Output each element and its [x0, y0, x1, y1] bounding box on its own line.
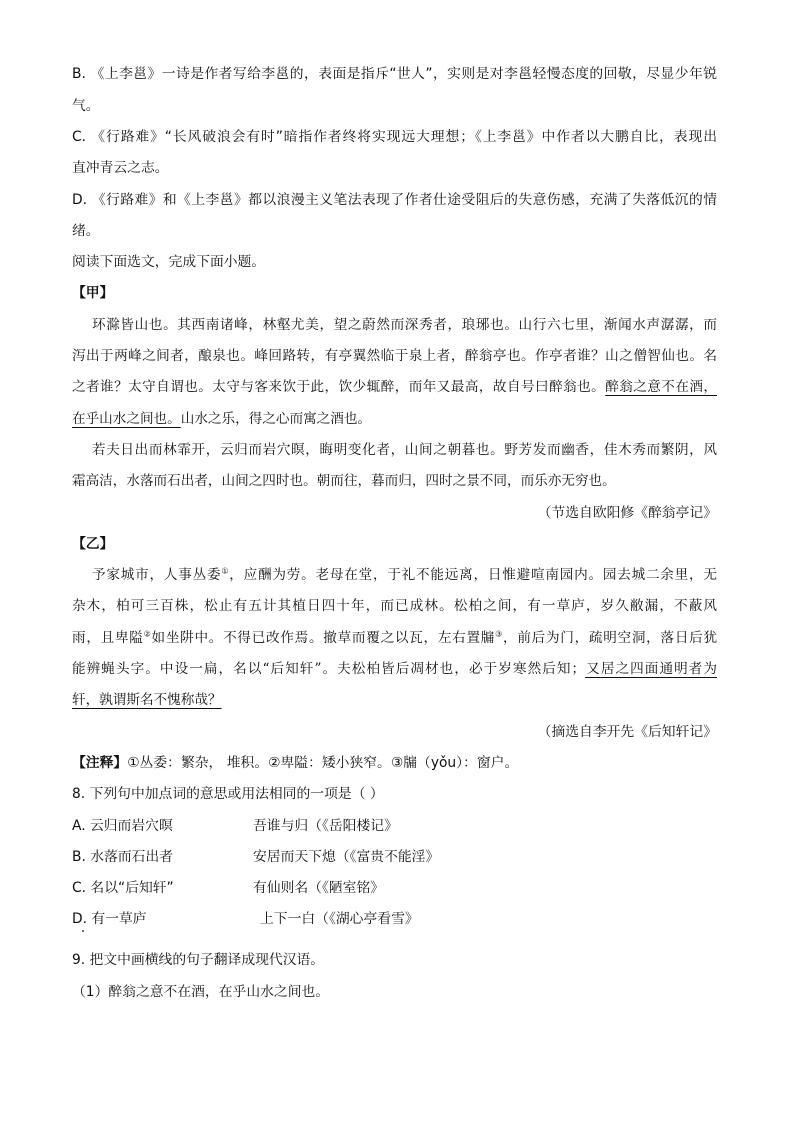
option-right: 有仙则名（《陋室铭》 [253, 880, 385, 897]
underlined-sentence: 又居之四面通明者为 [585, 661, 717, 678]
reading-instruction: 阅读下面选文，完成下面小题。 [72, 254, 266, 271]
passage-yi-line [72, 685, 717, 716]
passage-yi-heading: 【乙】 [72, 535, 114, 552]
emphasis-dot [82, 930, 84, 932]
underlined-sentence: 醉翁之意不在酒， [605, 379, 717, 396]
annotations [72, 748, 717, 779]
option-left: A. 云归而岩穴暝 [72, 817, 173, 834]
text-segment: 若夫日出而林霏开，云归而岩穴暝，晦明变化者，山间之朝暮也。野芳发而幽香，佳木秀而繁阴，风 [92, 441, 717, 458]
page-content [72, 59, 717, 1008]
option-left: C. 名以“后知轩” [72, 880, 174, 897]
question-8-option-c [72, 873, 717, 904]
passage-yi-line [72, 623, 717, 654]
passage-yi-line [72, 560, 717, 591]
passage-jia [72, 310, 717, 498]
text-segment: 如坐阱中。不得已改作焉。撤草而覆之以瓦，左右置牖 [151, 629, 496, 646]
option-left: B. 水落而石出者 [72, 848, 174, 865]
question-8-option-a [72, 811, 717, 842]
option-right: 吾谁与归（《岳阳楼记》 [253, 817, 398, 834]
question-8-option-b [72, 842, 717, 873]
text-segment: 能辨蝇头字。中设一扁，名以“后知轩”。夫松柏皆后凋材也，必于岁寒然后知； [72, 661, 586, 678]
text-segment: 霜高洁，水落而石出者，山间之四时也。朝而往，暮而归，四时之景不同，而乐亦无穷也。 [72, 473, 616, 490]
option-c-line-1: C. 《行路难》“长风破浪会有时”暗指作者终将实现远大理想；《上李邕》中作者以大鹏自比，表现出 [72, 128, 717, 145]
option-b-line-1: B. 《上李邕》一诗是作者写给李邕的，表面是指斥“世人”，实则是对李邕轻慢态度的回敬，尽显少年锐 [72, 66, 717, 83]
text-segment: 予家城市，人事丛委 [92, 567, 222, 584]
annotations-label: 【注释】 [72, 754, 128, 771]
annotations-text: ①丛委：繁杂， 堆积。②卑隘：矮小狭窄。③牖（yǒu）：窗户。 [127, 754, 519, 771]
option-d-line-1: D. 《行路难》和《上李邕》都以浪漫主义笔法表现了作者仕途受阻后的失意伤感，充满了失落低沉的情 [72, 191, 717, 208]
question-9-sub-1: （1）醉翁之意不在酒，在乎山水之间也。 [72, 983, 330, 1000]
footnote-marker: ② [143, 629, 152, 639]
passage-jia-line [72, 435, 717, 466]
footnote-marker: ① [221, 566, 230, 576]
text-segment: ，前后为门，疏明空洞，落日后犹 [503, 629, 717, 646]
option-d-line-2: 绪。 [72, 222, 100, 239]
text-segment: 环滁皆山也。其西南诸峰，林壑尤美，望之蔚然而深秀者，琅琊也。山行六七里，渐闻水声潺潺，而 [92, 316, 717, 333]
question-8-option-d [72, 904, 717, 935]
text-segment: 山水之乐，得之心而寓之酒也。 [180, 410, 372, 427]
passage-jia-heading: 【甲】 [72, 285, 114, 302]
passage-jia-line [72, 341, 717, 372]
text-segment: 泻出于两峰之间者，酿泉也。峰回路转，有亭翼然临于泉上者，醉翁亭也。作亭者谁？山之僧智仙也。名 [72, 348, 717, 365]
option-right: 上下一白（《湖心亭看雪》 [260, 911, 419, 928]
passage-jia-source: （节选自欧阳修《醉翁亭记》 [537, 504, 717, 521]
option-left: D. 有一草庐 [72, 911, 147, 928]
passage-jia-line [72, 372, 717, 403]
passage-jia-line [72, 466, 717, 497]
passage-jia-line [72, 404, 717, 435]
passage-jia-line [72, 310, 717, 341]
passage-yi-line [72, 654, 717, 685]
text-segment: 杂木，柏可三百株，松止有五计其植日四十年，而已成林。松柏之间，有一草庐，岁久敝漏，不蔽风 [72, 598, 717, 615]
option-b-line-2: 气。 [72, 97, 100, 114]
option-c-line-2: 直冲青云之志。 [72, 160, 169, 177]
text-segment: 雨，且卑隘 [72, 629, 144, 646]
passage-yi-source: （摘选自李开先《后知轩记》 [537, 723, 717, 740]
passage-yi [72, 560, 717, 716]
passage-yi-line [72, 591, 717, 622]
question-9-stem: 9. 把文中画横线的句子翻译成现代汉语。 [72, 952, 325, 969]
footnote-marker: ③ [495, 629, 504, 639]
underlined-sentence: 在乎山水之间也。 [72, 410, 181, 427]
text-segment: ，应酬为劳。老母在堂，于礼不能远离，日惟避喧南园内。园去城二余里，无 [229, 567, 717, 584]
underlined-sentence: 轩，孰谓斯名不愧称哉？ [72, 692, 222, 709]
option-right: 安居而天下熄（《富贵不能淫》 [253, 848, 440, 865]
question-8-stem: 8. 下列句中加点词的意思或用法相同的一项是（ ） [72, 786, 384, 803]
text-segment: 之者谁？太守自谓也。太守与客来饮于此，饮少辄醉，而年又最高，故自号曰醉翁也。 [72, 379, 606, 396]
